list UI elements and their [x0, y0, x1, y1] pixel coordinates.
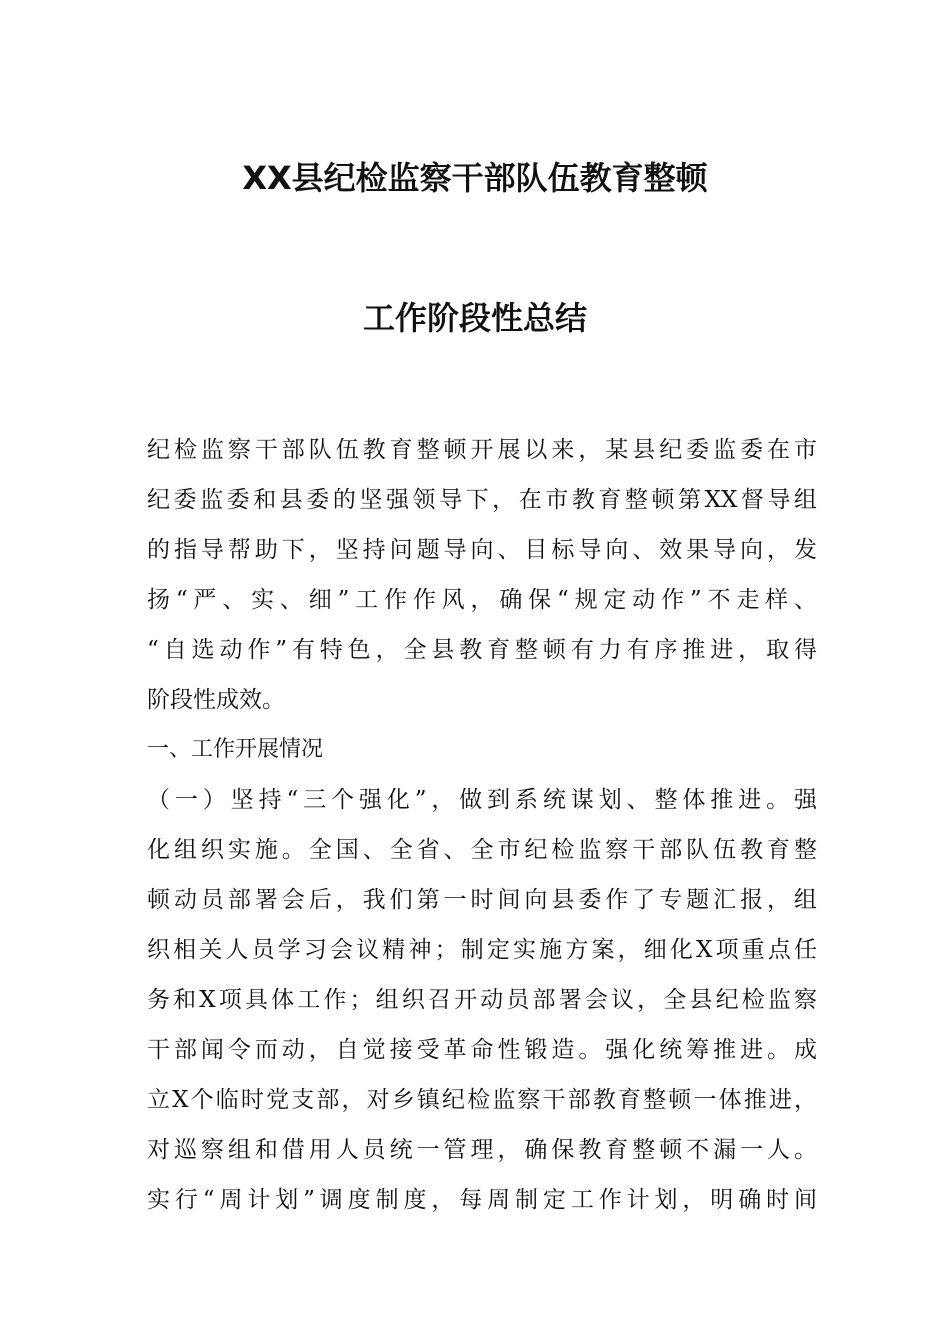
body-line: 纪检监察干部队伍教育整顿开展以来，某县纪委监委在市 — [147, 437, 817, 463]
body-line: （一）坚持“三个强化”，做到系统谋划、整体推进。强 — [147, 787, 817, 813]
body-line: 纪委监委和县委的坚强领导下，在市教育整顿第XX督导组 — [147, 487, 817, 513]
body-line: 对巡察组和借用人员统一管理，确保教育整顿不漏一人。 — [147, 1137, 817, 1163]
body-line: 顿动员部署会后，我们第一时间向县委作了专题汇报，组 — [147, 887, 817, 913]
body-line: 立X个临时党支部，对乡镇纪检监察干部教育整顿一体推进， — [147, 1087, 817, 1113]
body-line: 的指导帮助下，坚持问题导向、目标导向、效果导向，发 — [147, 537, 817, 563]
document-title-line-2: 工作阶段性总结 — [362, 299, 587, 337]
body-line: 化组织实施。全国、全省、全市纪检监察干部队伍教育整 — [147, 837, 817, 863]
body-line: “自选动作”有特色，全县教育整顿有力有序推进，取得 — [147, 637, 817, 663]
body-line: 阶段性成效。 — [147, 687, 285, 713]
document-title-line-1: XX县纪检监察干部队伍教育整顿 — [242, 159, 708, 197]
body-line: 扬“严、实、细”工作作风，确保“规定动作”不走样、 — [147, 587, 817, 613]
body-line: 织相关人员学习会议精神；制定实施方案，细化X项重点任 — [147, 937, 817, 963]
body-line: 务和X项具体工作；组织召开动员部署会议，全县纪检监察 — [147, 987, 817, 1013]
body-line: 干部闻令而动，自觉接受革命性锻造。强化统筹推进。成 — [147, 1037, 817, 1063]
body-line: 实行“周计划”调度制度，每周制定工作计划，明确时间 — [147, 1187, 817, 1213]
document-body — [147, 430, 817, 1230]
section-heading: 一、工作开展情况 — [147, 737, 324, 762]
